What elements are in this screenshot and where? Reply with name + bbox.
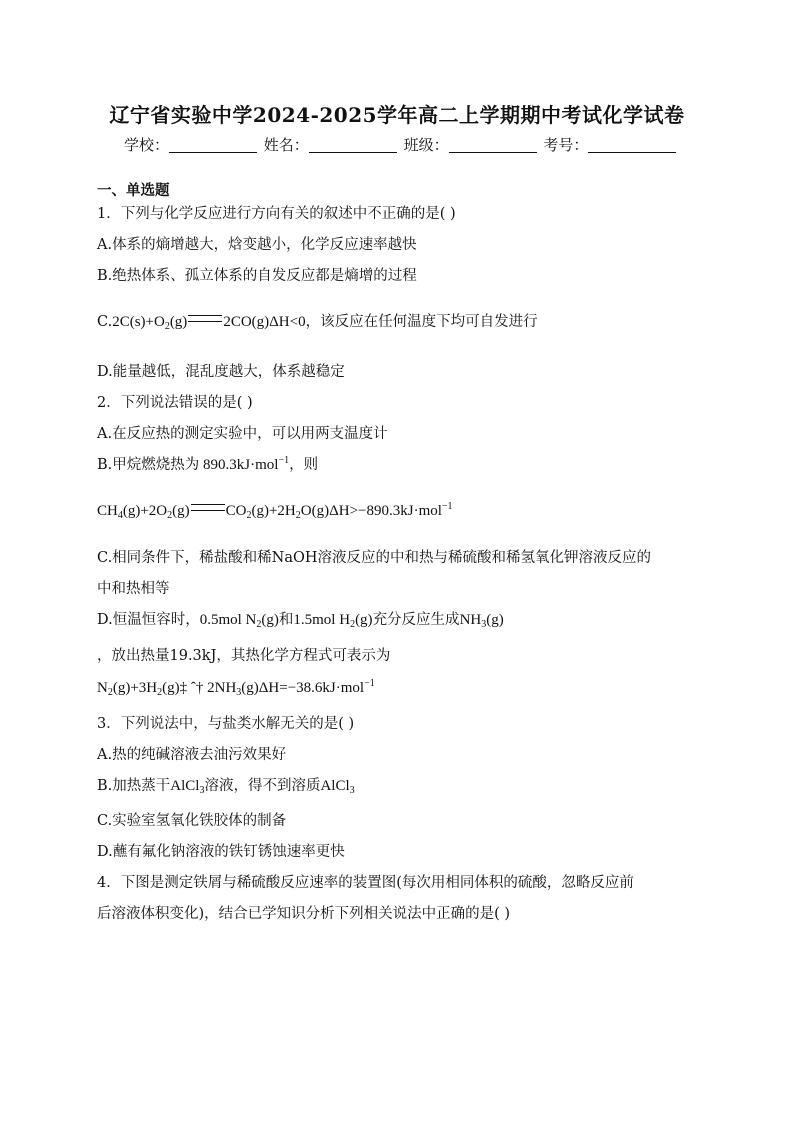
q4-stem-line1: 4．下图是测定铁屑与稀硫酸反应速率的装置图(每次用相同体积的硫酸，忽略反应前 xyxy=(97,875,634,891)
q2-option-b-prefix: B.甲烷燃烧热为 xyxy=(97,457,200,473)
school-blank[interactable] xyxy=(169,138,257,153)
q2-option-d-h2: 1.5mol $H_2(g)$ xyxy=(293,612,373,630)
q2-stem: 2．下列说法错误的是( ) xyxy=(97,395,253,411)
number-blank[interactable] xyxy=(588,138,676,153)
student-info-line xyxy=(124,134,678,156)
q2-option-b xyxy=(97,454,318,476)
q2-option-d-and: 和 xyxy=(278,612,294,628)
q3-option-b xyxy=(97,775,355,797)
q2-option-b-value: 890.3kJ·mol$^{-1}$ xyxy=(199,455,290,473)
q3-option-b-prefix: B.加热蒸干 xyxy=(97,778,171,794)
q3-option-b-alcl3-1: AlCl$_3$ xyxy=(170,778,205,796)
q2-option-d-line2: ，放出热量19.3kJ，其热化学方程式可表示为 xyxy=(97,648,391,664)
q2-option-d-nh3: $NH_3(g)$ xyxy=(459,612,504,630)
q3-stem: 3．下列说法中，与盐类水解无关的是( ) xyxy=(97,716,355,732)
q2-option-d-prefix: D.恒温恒容时， xyxy=(97,612,200,628)
section-heading: 一、单选题 xyxy=(97,183,170,199)
q1-option-c xyxy=(97,311,538,333)
school-label: 学校： xyxy=(124,136,170,154)
name-blank[interactable] xyxy=(309,138,397,153)
class-label: 班级： xyxy=(403,136,449,154)
q2-option-b-suffix: ，则 xyxy=(289,457,319,473)
q1-option-b: B.绝热体系、孤立体系的自发反应都是熵增的过程 xyxy=(97,268,417,284)
q2-option-c-line1: C.相同条件下，稀盐酸和稀NaOH溶液反应的中和热与稀硫酸和稀氢氧化钾溶液反应的 xyxy=(97,550,652,566)
q3-option-b-alcl3-2: AlCl$_3$ xyxy=(320,778,355,796)
q1-option-c-tail: ，该反应在任何温度下均可自发进行 xyxy=(305,314,538,330)
q3-option-c: C.实验室氢氧化铁胶体的制备 xyxy=(97,813,287,829)
q2-option-d xyxy=(97,609,504,631)
q4-stem-line2: 后溶液体积变化)，结合已学知识分析下列相关说法中正确的是( ) xyxy=(97,906,511,922)
q2-option-c-line2: 中和热相等 xyxy=(97,581,170,597)
q2-option-d-n2: 0.5mol $N_2(g)$ xyxy=(199,612,279,630)
q2-option-d-mid: 充分反应生成 xyxy=(372,612,460,628)
class-blank[interactable] xyxy=(449,138,537,153)
q3-option-b-mid: 溶液，得不到溶质 xyxy=(204,778,321,794)
q2-option-d-equation: $N_2(g)+3H_2(g)\ddagger$ ˆ† $2NH_3(g)\Delta H=-38.6kJ\cdot mol^{-1}$ xyxy=(97,678,375,698)
page-title: 辽宁省实验中学2024-2025学年高二上学期期中考试化学试卷 xyxy=(109,103,685,127)
q1-option-d: D.能量越低，混乱度越大，体系越稳定 xyxy=(97,364,345,380)
q1-option-c-prefix: C. xyxy=(97,314,113,330)
q3-option-d: D.蘸有氟化钠溶液的铁钉锈蚀速率更快 xyxy=(97,844,345,860)
name-label: 姓名： xyxy=(263,136,309,154)
q2-option-b-equation: $CH_4(g)+2O_2(g)$ $CO_2(g)+2H_2O(g)\Delta H>-890.3kJ\cdot mol^{-1}$ xyxy=(97,501,453,521)
q2-option-a: A.在反应热的测定实验中，可以用两支温度计 xyxy=(97,426,388,442)
number-label: 考号： xyxy=(543,136,589,154)
q1-stem: 1．下列与化学反应进行方向有关的叙述中不正确的是( ) xyxy=(97,206,456,222)
q1-option-a: A.体系的熵增越大，焓变越小，化学反应速率越快 xyxy=(97,237,417,253)
q3-option-a: A.热的纯碱溶液去油污效果好 xyxy=(97,747,287,763)
q1-option-c-equation: $2C(s)+O_2(g)$ 2CO(g)ΔH<0 xyxy=(112,314,306,332)
